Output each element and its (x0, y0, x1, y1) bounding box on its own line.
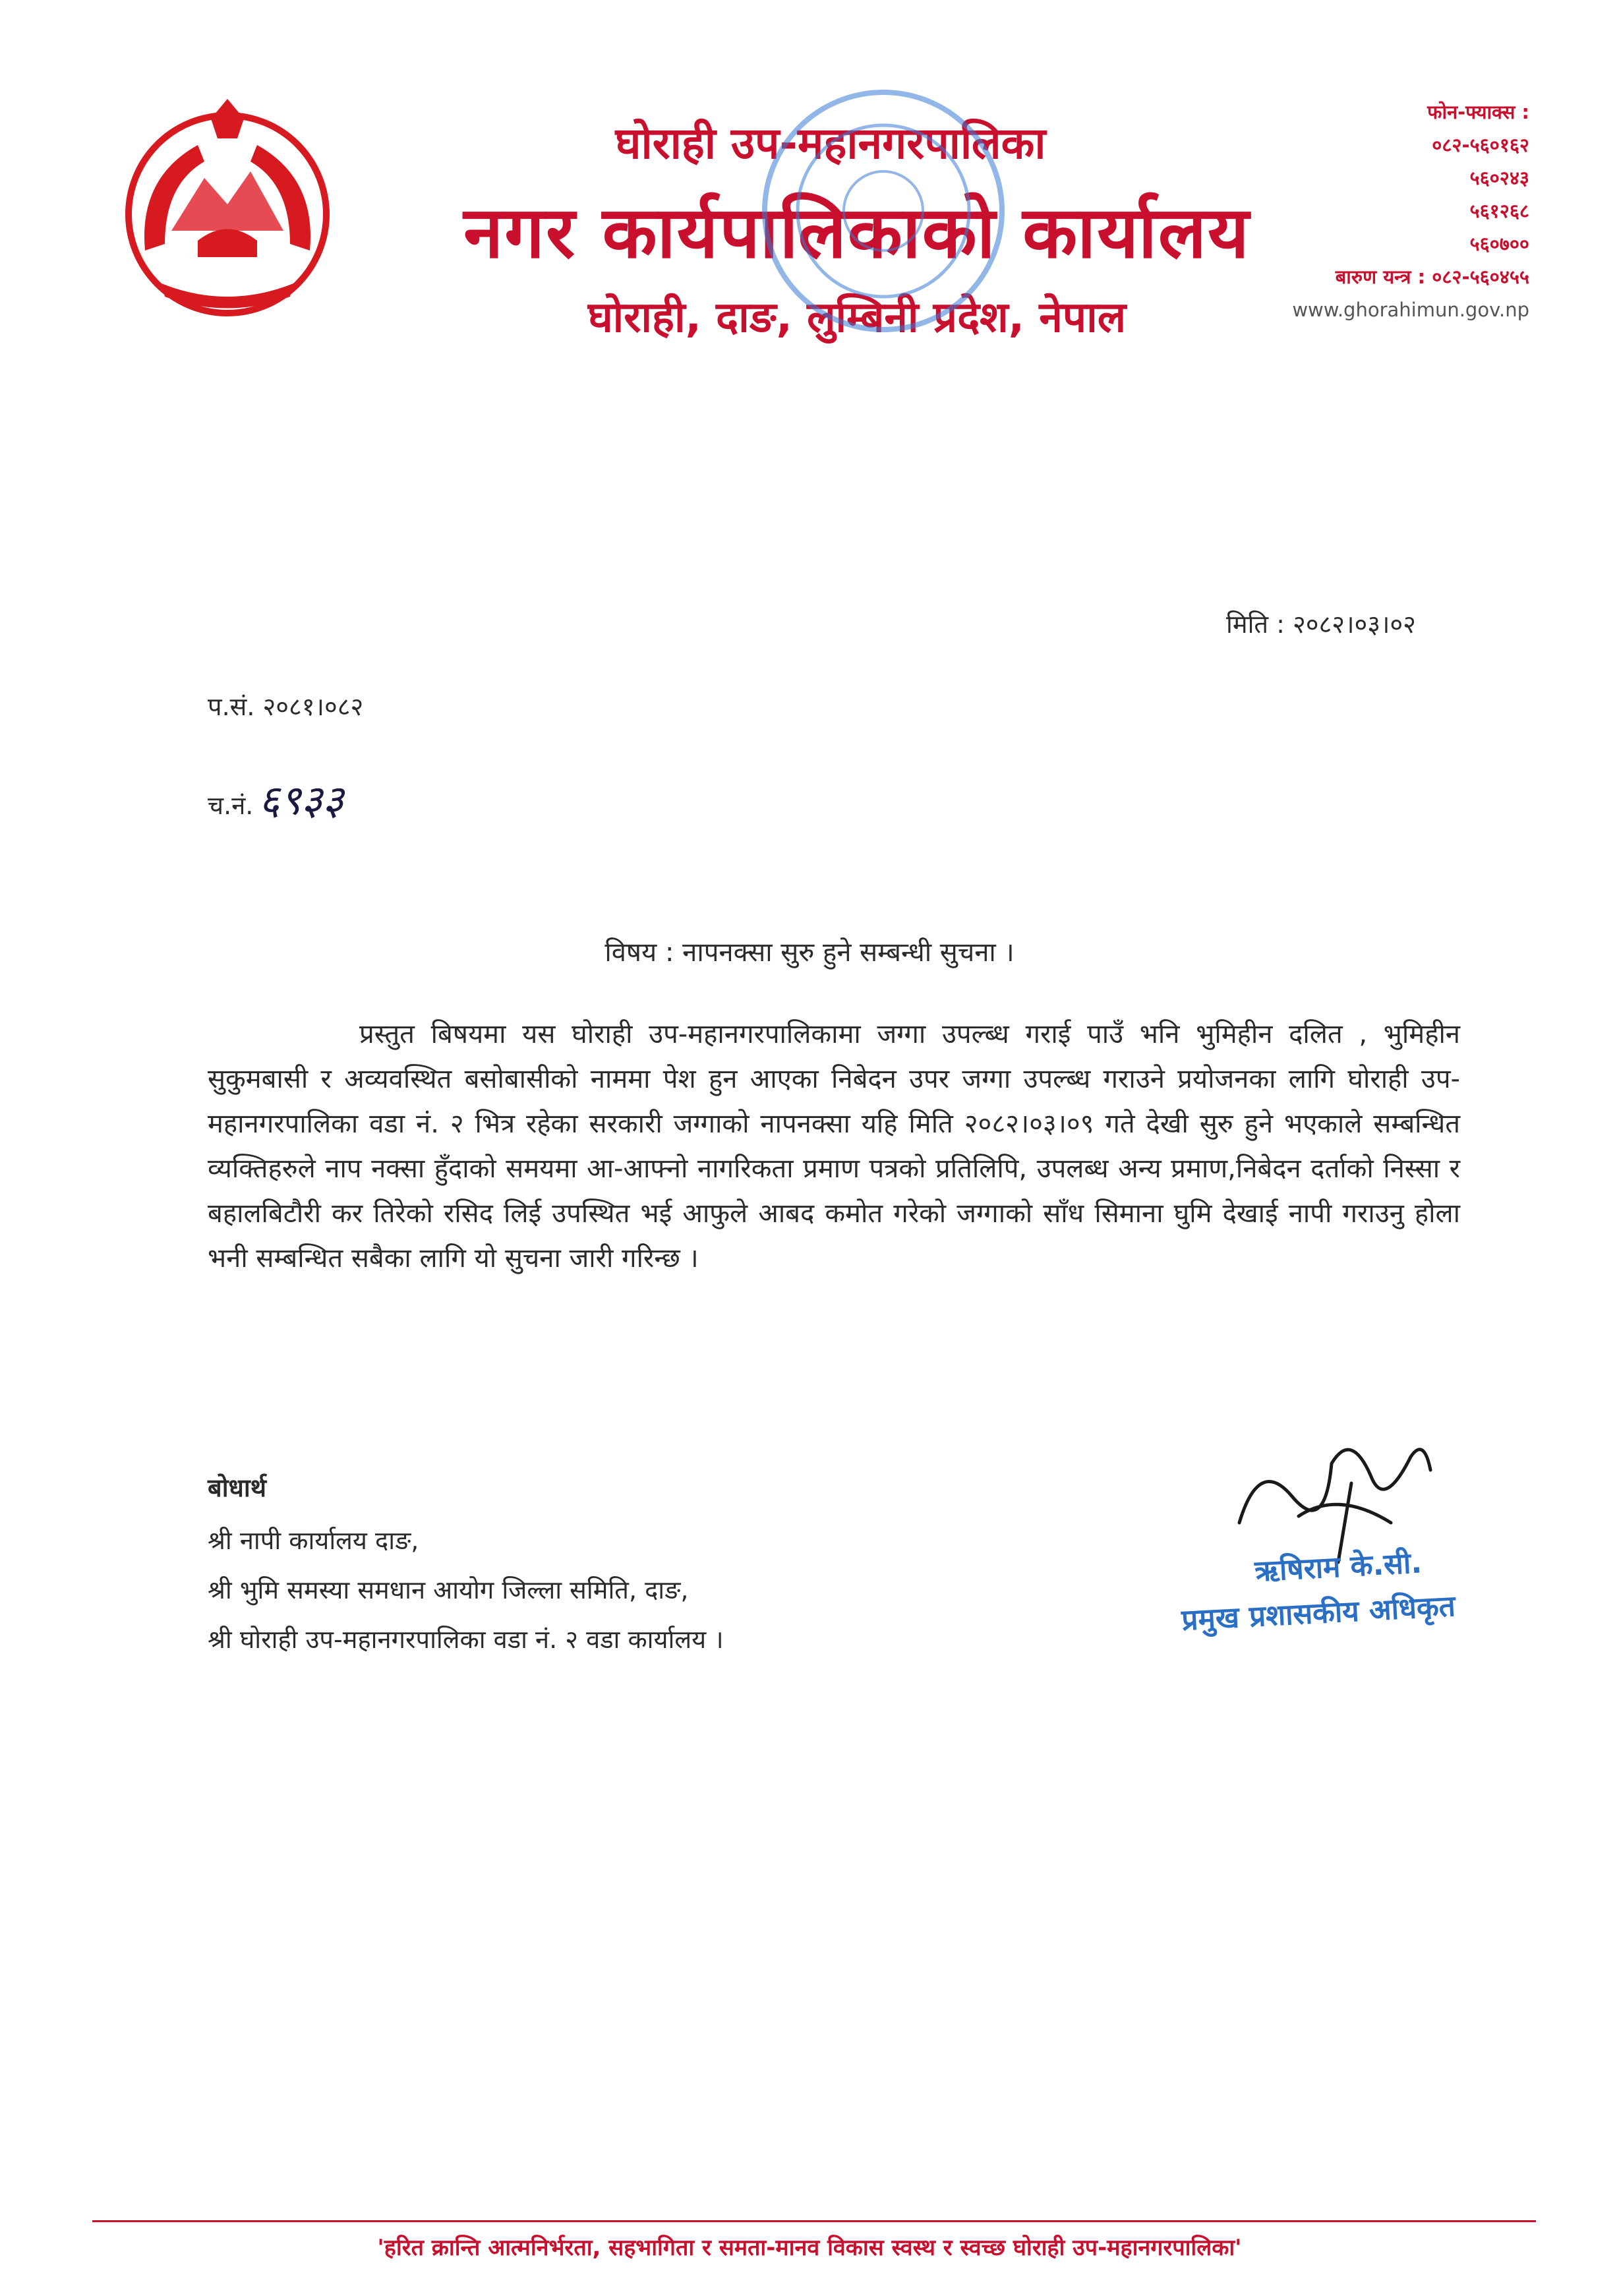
phone-number: ०८२-५६०१६२ (1432, 134, 1529, 156)
body-first-line: प्रस्तुत बिषयमा यस घोराही उप-महानगरपालिकामा जग्गा उपल्ब्ध गराई पाउँ भनि (359, 1019, 1180, 1049)
signatory-name: ऋषिराम के.सी. (1254, 1546, 1423, 1589)
dispatch-label: च.नं. (208, 791, 254, 820)
office-parent-name: घोराही उप-महानगरपालिका (615, 118, 1046, 169)
letter-date: मिति : २०८२।०३।०२ (1226, 610, 1416, 639)
signatory-title: प्रमुख प्रशासकीय अधिकृत (1181, 1589, 1457, 1637)
dispatch-number-handwritten: ६९३३ (258, 776, 344, 824)
letter-subject: विषय : नापनक्सा सुरु हुने सम्बन्धी सुचना । (604, 937, 1015, 968)
phone-number: ५६०२४३ (1469, 167, 1529, 189)
nepal-emblem-icon (99, 99, 356, 316)
dispatch-number (208, 771, 343, 827)
cc-recipient: श्री भुमि समस्या समधान आयोग जिल्ला समिति, दाङ, (208, 1575, 689, 1604)
office-name: नगर कार्यपालिकाको कार्यालय (463, 192, 1251, 274)
letter-body (208, 1012, 1460, 1281)
phone-fax-label: फोन-फ्याक्स : (1427, 101, 1529, 123)
phone-number: ५६१२६८ (1469, 200, 1529, 222)
phone-number: ५६०७०० (1469, 233, 1529, 255)
reference-number: प.सं. २०८१।०८२ (208, 692, 364, 721)
office-stamp-icon (751, 79, 1015, 343)
cc-heading: बोधार्थ (208, 1473, 267, 1502)
footer-slogan: 'हरित क्रान्ति आत्मनिर्भरता, सहभागिता र समता-मानव विकास स्वस्थ र स्वच्छ घोराही उप-महानगरपालिका' (377, 2235, 1242, 2261)
body-rest: भुमिहीन दलित , भुमिहीन सुकुमबासी र अव्यवस्थित बसोबासीको नाममा पेश हुन आएका निबेदन उपर जग्गा उपल्ब्ध गराउने प्रयोजनका लागि घोराही उप-महानगरपालिका वडा नं. २ भित्र रहेका सरकारी जग्गाको नापनक्सा यहि मिति २०८२।०३।०९ गते देखी सुरु हुने भएकाले सम्बन्धित व्यक्तिहरुले नाप नक्सा हुँदाको समयमा आ-आफ्नो नागरिकता प्रमाण पत्रको प्रतिलिपि, उपलब्ध अन्य प्रमाण,निबेदन दर्ताको निस्सा र बहालबिटौरी कर तिरेको रसिद लिई उपस्थित भई आफुले आबद कमोत गरेको जग्गाको साँध सिमाना घुमि देखाई नापी गराउनु होला भनी सम्बन्धित सबैका लागि यो सुचना जारी गरिन्छ । (208, 1019, 1461, 1274)
cc-recipient: श्री नापी कार्यालय दाङ, (208, 1526, 419, 1555)
office-address: घोराही, दाङ, लुम्बिनी प्रदेश, नेपाल (587, 293, 1127, 342)
contact-block (1220, 96, 1529, 326)
cc-recipient: श्री घोराही उप-महानगरपालिका वडा नं. २ वडा कार्यालय । (208, 1625, 724, 1654)
website-link[interactable]: www.ghorahimun.gov.np (1292, 299, 1529, 321)
footer-divider (92, 2220, 1536, 2222)
fire-brigade-number: बारुण यन्त्र : ०८२-५६०४५५ (1335, 266, 1529, 288)
